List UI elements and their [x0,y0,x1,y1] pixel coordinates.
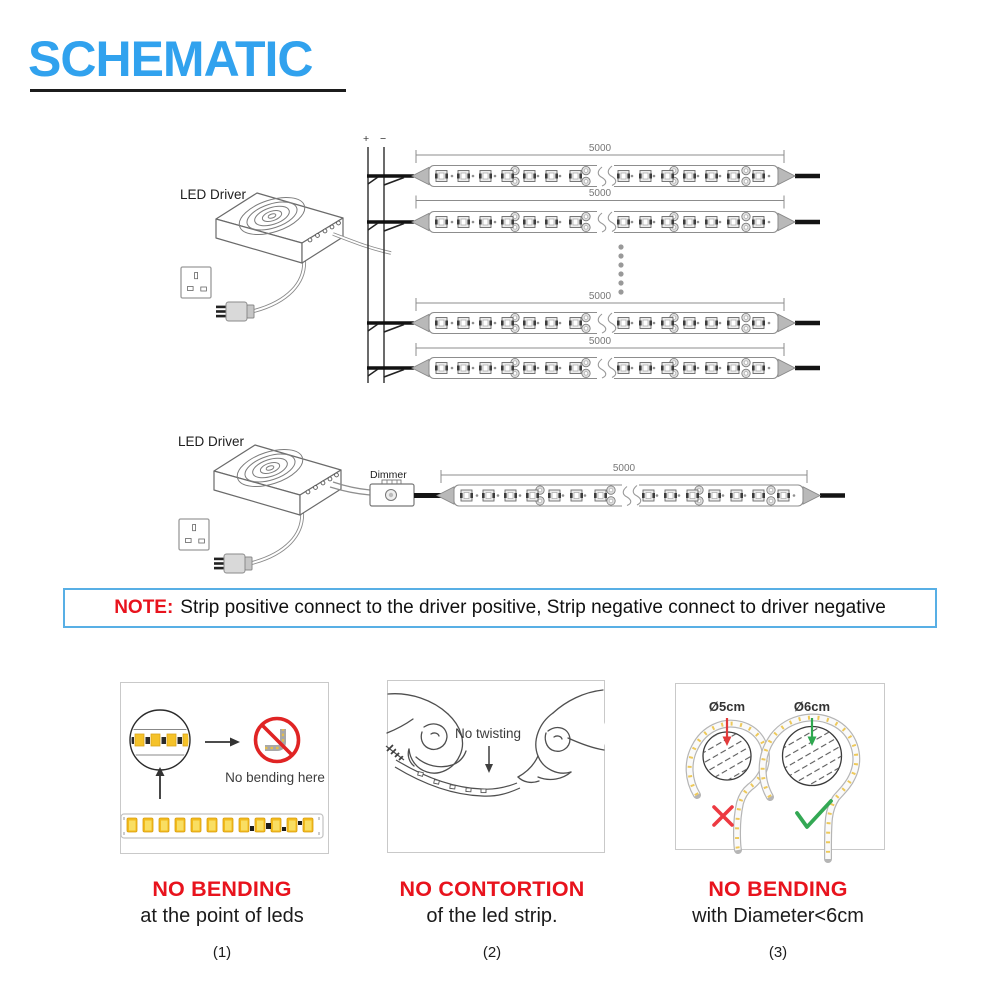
caption-1-subtitle: at the point of leds [140,905,304,927]
panel3-art [690,718,857,859]
led-driver-label-2: LED Driver [178,434,245,449]
panel2-art [386,690,607,796]
led-strip-row-4 [412,357,820,380]
caption-1 [112,877,332,961]
caption-2-number: (2) [482,944,502,961]
page-title: SCHEMATIC [28,31,313,87]
caption-2-title: NO CONTORTION [399,877,585,901]
red-x-icon [714,807,732,825]
bus-negative-label: − [380,133,387,145]
bus-positive-label: + [363,133,370,145]
up-arrow [156,767,165,799]
caption-3-subtitle: with Diameter<6cm [692,905,864,927]
caption-3-number: (3) [768,944,788,961]
prohibition-sign [256,719,299,762]
led-strip-row-2 [412,211,820,234]
strip-length-label-1: 5000 [588,143,612,154]
led-strip-row-5 [437,484,845,507]
led-strip-row-1 [412,165,820,188]
strip-length-label-2: 5000 [588,188,612,199]
led-strip-sample [121,814,323,838]
good-diameter-label: Ø6cm [793,699,831,714]
caption-3 [668,877,888,961]
loop-good [763,718,857,859]
note-text: Strip positive connect to the driver positive, Strip negative connect to driver negative [180,597,886,618]
dimmer-label: Dimmer [370,469,407,481]
caption-3-title: NO BENDING [708,877,848,901]
caption-1-title: NO BENDING [152,877,292,901]
led-strip-row-3 [412,312,820,335]
led-driver-label-1: LED Driver [180,187,247,202]
caption-1-number: (1) [212,944,232,961]
led-driver-2 [179,442,341,573]
single-strip-diagram [179,442,845,573]
strip-length-label-3: 5000 [588,291,612,302]
loop-bad [690,718,766,850]
down-arrow [485,746,493,773]
note-label: NOTE: [114,597,174,618]
bad-diameter-label: Ø5cm [708,699,746,714]
no-twisting-annotation: No twisting [454,726,522,741]
no-bending-here-annotation: No bending here [225,770,325,785]
right-arrow [205,738,240,747]
multi-strip-diagram [181,147,820,383]
led-driver-1 [181,190,343,321]
note-box [63,588,937,628]
caption-2-subtitle: of the led strip. [426,905,558,927]
caption-2 [382,877,602,961]
strip-length-label-5: 5000 [612,463,636,474]
bus-branches [367,176,414,377]
dimmer [370,480,414,506]
continuation-dots [618,244,623,294]
strip-length-label-4: 5000 [588,336,612,347]
